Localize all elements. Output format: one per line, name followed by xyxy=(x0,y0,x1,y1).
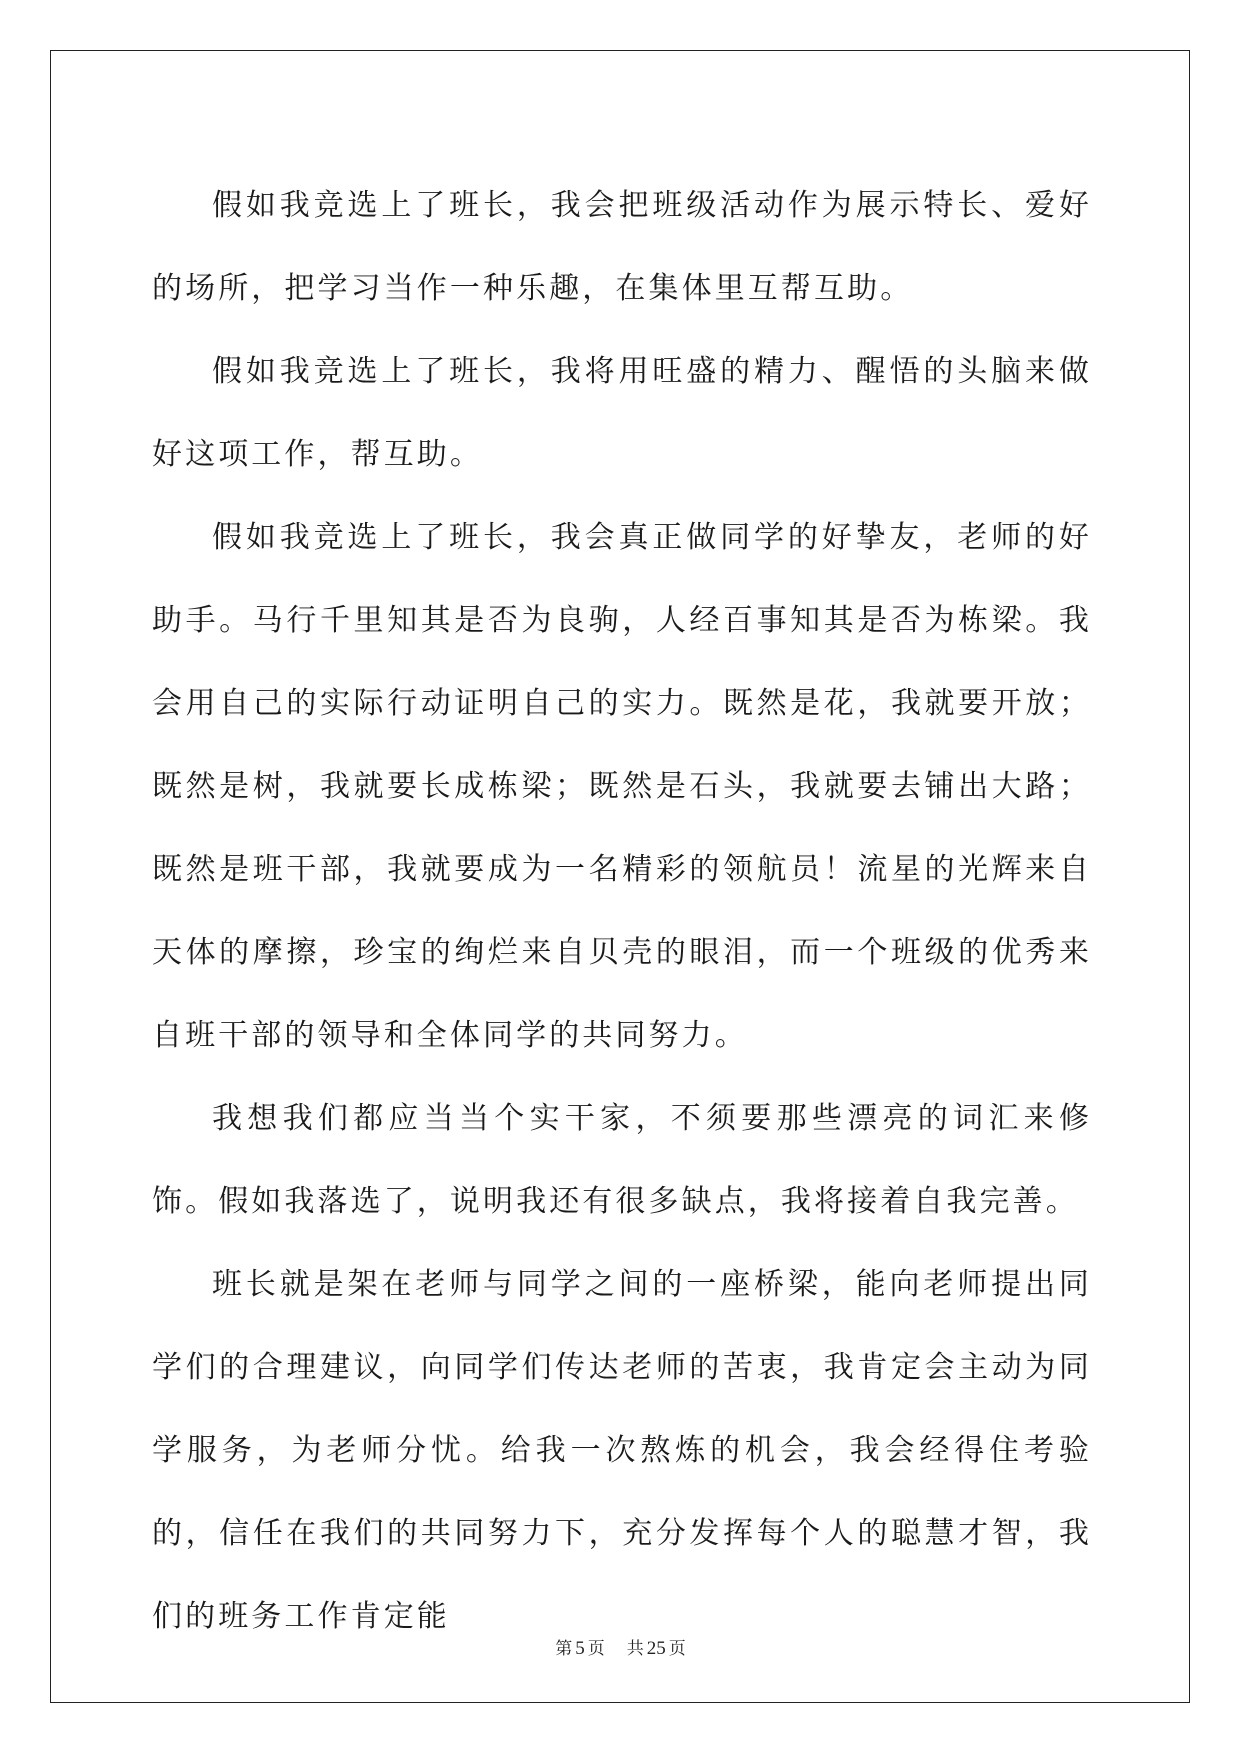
total-suffix: 页 xyxy=(668,1639,686,1659)
page-total: 25 xyxy=(646,1638,666,1659)
paragraph-4: 我想我们都应当当个实干家，不须要那些漂亮的词汇来修饰。假如我落选了，说明我还有很多缺点，我将接着自我完善。 xyxy=(152,1101,1092,1219)
paragraph-3: 假如我竞选上了班长，我会真正做同学的好挚友，老师的好助手。马行千里知其是否为良驹，人经百事知其是否为栋梁。我会用自己的实际行动证明自己的实力。既然是花，我就要开放；既然是树，我就要长成栋梁；既然是石头，我就要去铺出大路；既然是班干部，我就要成为一名精彩的领航员！流星的光辉来自天体的摩擦，珍宝的绚烂来自贝壳的眼泪，而一个班级的优秀来自班干部的领导和全体同学的共同努力。 xyxy=(152,520,1092,1053)
paragraph-2: 假如我竞选上了班长，我将用旺盛的精力、醒悟的头脑来做好这项工作，帮互助。 xyxy=(152,354,1092,472)
page-current: 5 xyxy=(575,1638,585,1659)
paragraph-1: 假如我竞选上了班长，我会把班级活动作为展示特长、爱好的场所，把学习当作一种乐趣，在集体里互帮互助。 xyxy=(152,188,1092,306)
page-suffix: 页 xyxy=(587,1639,605,1659)
total-prefix: 共 xyxy=(626,1639,644,1659)
page-prefix: 第 xyxy=(555,1639,573,1659)
document-body xyxy=(152,164,1092,1658)
page-footer xyxy=(0,1634,1241,1660)
paragraph-5: 班长就是架在老师与同学之间的一座桥梁，能向老师提出同学们的合理建议，向同学们传达老师的苦衷，我肯定会主动为同学服务，为老师分忧。给我一次熬炼的机会，我会经得住考验的，信任在我们的共同努力下，充分发挥每个人的聪慧才智，我们的班务工作肯定能 xyxy=(152,1267,1092,1634)
